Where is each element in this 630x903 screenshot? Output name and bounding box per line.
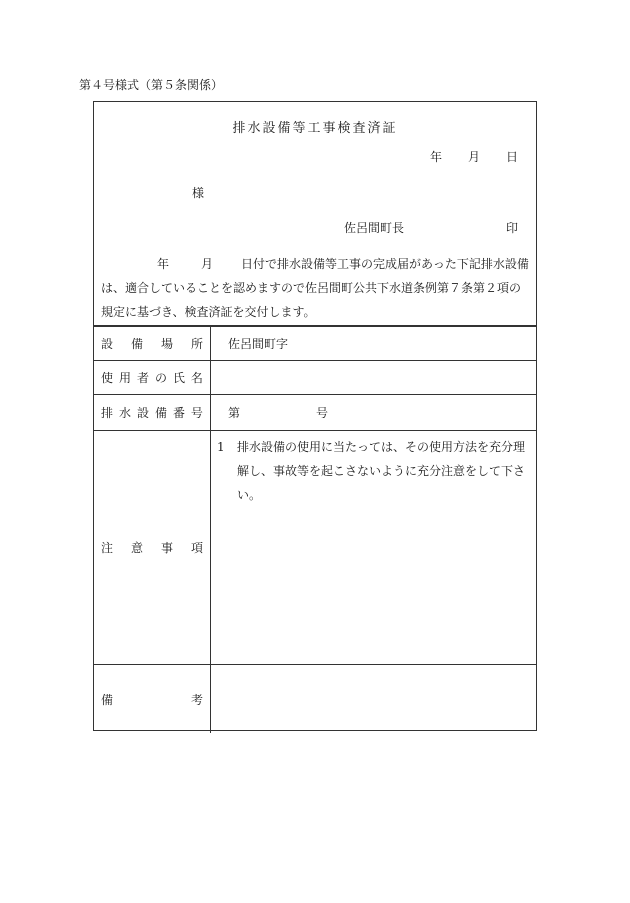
form-number: 第４号様式（第５条関係） [79,78,224,92]
recipient-suffix: 様 [192,186,205,200]
note-item-number: 1 [217,440,225,454]
body-year-label: 年 [157,257,170,271]
issue-date [430,148,518,165]
user-name-value[interactable] [211,361,536,394]
date-year-label: 年 [429,150,442,164]
location-value[interactable]: 佐呂間町字 [228,337,289,351]
body-text: 日付で排水設備等工事の完成届があった下記排水設備は、適合していることを認めますので佐呂間町公共下水道条例第７条第２項の規定に基づき、検査済証を交付します。 [101,257,529,319]
date-month-label: 月 [467,150,480,164]
date-day-label: 日 [505,150,518,164]
number-suffix: 号 [316,406,329,420]
seal-mark: 印 [505,221,518,235]
equipment-number-label: 排 水 設 備 番 号 [94,395,211,430]
equipment-number-value[interactable] [211,395,536,430]
user-name-label: 使 用 者 の 氏 名 [94,361,211,394]
notes-label: 注 意 事 項 [94,431,211,664]
user-row [94,361,536,395]
header-section [94,102,536,327]
note-item-text: 排水設備の使用に当たっては、その使用方法を充分理解し、事故等を起こさないように充分注意をして下さい。 [237,440,526,502]
notes-row [94,431,536,665]
remarks-row [94,665,536,733]
number-prefix: 第 [228,406,241,420]
notes-value [211,431,536,664]
issuer-name: 佐呂間町長 [344,221,405,235]
certificate-title: 排水設備等工事検査済証 [232,121,398,136]
location-label: 設 備 場 所 [94,327,211,360]
remarks-value[interactable] [211,665,536,733]
equipment-number-row [94,395,536,431]
remarks-label: 備 考 [94,665,211,733]
certificate-body [101,252,530,324]
body-month-label: 月 [201,257,214,271]
certificate-frame [93,101,537,731]
location-row [94,327,536,361]
